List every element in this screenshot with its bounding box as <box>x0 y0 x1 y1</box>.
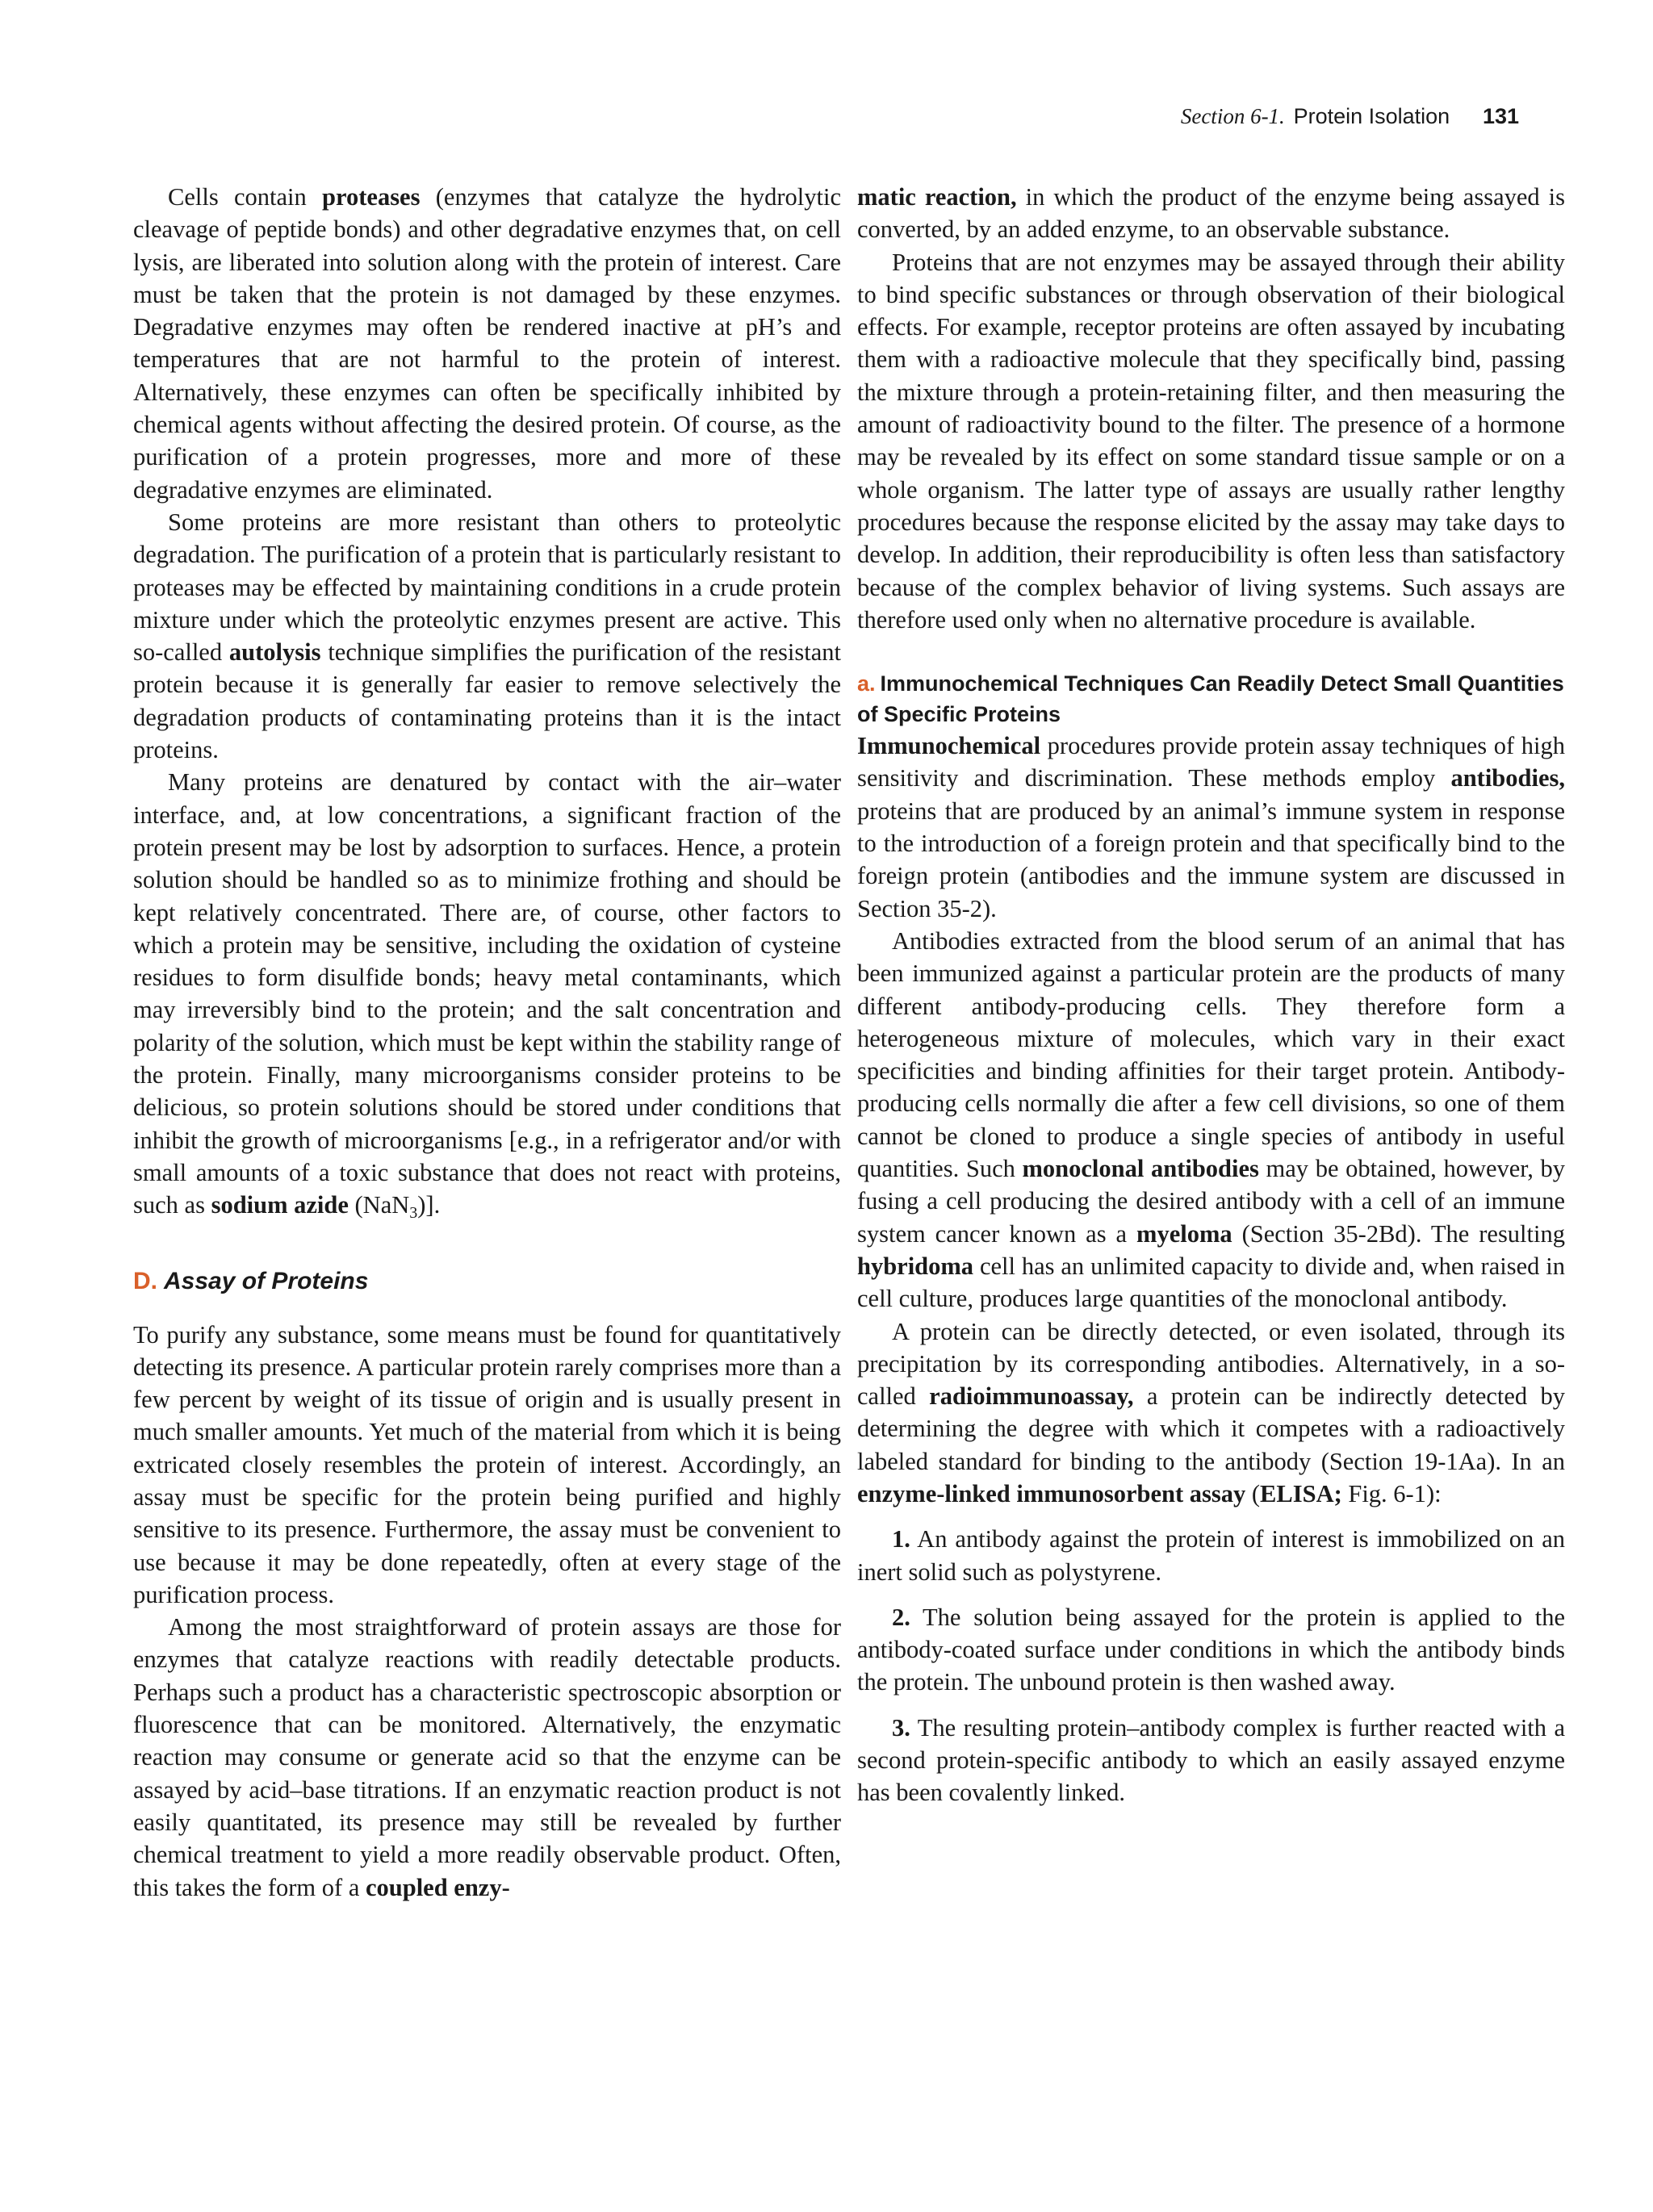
paragraph-proteases: Cells contain proteases (enzymes that catalyze the hydrolytic cleavage of peptide bonds) and other degradative enzymes that, on cell lysis, are liberated into solution along with the protein of interest. Care must be taken that the protein is not damaged by these enzymes. Degradative enzymes may often be rendered inactive at pH’s and temperatures that are not harmful to the protein of interest. Alternatively, these enzymes can often be specifically inhibited by chemical agents without affecting the desired protein. Of course, as the purification of a protein progresses, more and more of these degradative enzymes are eliminated. <box>133 183 841 504</box>
term-matic-reaction: matic reaction, <box>857 183 1017 211</box>
header-section: Section 6-1. <box>1180 104 1285 128</box>
term-elisa-full: enzyme-linked immunosorbent assay <box>857 1479 1246 1507</box>
right-column <box>857 181 1565 1809</box>
term-coupled-enzymatic: coupled enzy- <box>365 1873 510 1901</box>
paragraph-enzyme-assays: Among the most straightforward of protein assays are those for enzymes that catalyze reactions with readily detectable products. Perhaps such a product has a characteristic spectroscopic absorption or fluorescence that can be monitored. Alternatively, the enzymatic reaction may consume or generate acid so that the enzyme can be assayed by acid–base titrations. If an enzymatic reaction product is not easily quantitated, its presence may still be revealed by further chemical treatment to yield a more readily observable product. Often, this takes the form of a coupled enzy- <box>133 1613 841 1901</box>
left-column <box>133 181 841 1904</box>
section-letter: D. <box>133 1267 157 1294</box>
list-item <box>857 1523 1565 1588</box>
list-item-text: An antibody against the protein of interest is immobilized on an inert solid such as polystyrene. <box>857 1525 1565 1586</box>
paragraph-coupled-continued: matic reaction, in which the product of the enzyme being assayed is converted, by an added enzyme, to an observable substance. <box>857 183 1566 244</box>
paragraph-immunochemical: Immunochemical procedures provide protein assay techniques of high sensitivity and discrimination. These methods employ antibodies, proteins that are produced by an animal’s immune system in response to the introduction of a foreign protein and that specifically bind to the foreign protein (antibodies and the immune system are discussed in Section 35-2). <box>857 732 1565 922</box>
paragraph-monoclonal: Antibodies extracted from the blood serum of an animal that has been immunized against a particular protein are the products of many different antibody-producing cells. They therefore form a heterogeneous mixture of molecules, which vary in their exact specificities and binding affinities for their target protein. Antibody-producing cells normally die after a few cell divisions, so one of them cannot be cloned to produce a single species of antibody in useful quantities. Such monoclonal antibodies may be obtained, however, by fusing a cell producing the desired antibody with a cell of an immune system cancer known as a myeloma (Section 35-2Bd). The resulting hybridoma cell has an unlimited capacity to divide and, when raised in cell culture, produces large quantities of the monoclonal antibody. <box>857 926 1565 1313</box>
list-item <box>857 1712 1565 1809</box>
paragraph-assay-intro: To purify any substance, some means must be found for quantitatively detecting its presence. A particular protein rarely comprises more than a few percent by weight of its tissue of origin and is usually present in much smaller amounts. Yet much of the material from which it is being extricated closely resembles the protein of interest. Accordingly, an assay must be specific for the protein being purified and highly sensitive to its presence. Furthermore, the assay must be convenient to use because it may be done repeatedly, often at every stage of the purification process. <box>133 1320 841 1608</box>
term-proteases: proteases <box>322 183 421 211</box>
paragraph-denaturation: Many proteins are denatured by contact with the air–water interface, and, at low concentrations, a significant fraction of the protein present may be lost by adsorption to surfaces. Hence, a protein solution should be handled so as to minimize frothing and should be kept relatively concentrated. There are, of course, other factors to which a protein may be sensitive, including the oxidation of cysteine residues to form disulfide bonds; heavy metal contaminants, which may irreversibly bind to the protein; and the salt concentration and polarity of the solution, which must be kept within the stability range of the protein. Finally, many microorganisms consider proteins to be delicious, so protein solutions should be stored under conditions that inhibit the growth of microorganisms [e.g., in a refrigerator and/or with small amounts of a toxic substance that does not react with proteins, such as sodium azide (NaN$_3$)]. <box>133 768 841 1223</box>
list-item <box>857 1601 1565 1699</box>
term-elisa: ELISA; <box>1260 1479 1342 1507</box>
term-radioimmunoassay: radioimmunoassay, <box>929 1382 1134 1411</box>
term-sodium-azide: sodium azide <box>211 1191 349 1219</box>
subsection-title: Immunochemical Techniques Can Readily Detect Small Quantities of Specific Proteins <box>857 671 1564 727</box>
term-autolysis: autolysis <box>228 638 321 667</box>
subsection-heading-a <box>857 668 1565 730</box>
page-number: 131 <box>1482 104 1519 128</box>
header-title: Protein Isolation <box>1293 104 1450 128</box>
subsection-letter: a. <box>857 671 876 696</box>
term-myeloma: myeloma <box>1136 1219 1232 1248</box>
paragraph-radioimmunoassay: A protein can be directly detected, or even isolated, through its precipitation by its corresponding antibodies. Alternatively, in a so-called radioimmunoassay, a protein can be indirectly detected by determining the degree with which it competes with a radioactively labeled standard for binding to the antibody (Section 19-1Aa). In an enzyme-linked immunosorbent assay (ELISA; Fig. 6-1): <box>857 1317 1566 1507</box>
section-heading-d <box>133 1265 841 1298</box>
running-header <box>1181 100 1519 132</box>
paragraph-autolysis: Some proteins are more resistant than others to proteolytic degradation. The purification of a protein that is particularly resistant to proteases may be effected by maintaining conditions in a crude protein mixture under which the proteolytic enzymes present are active. This so-called autolysis technique simplifies the purification of the resistant protein because it is generally far easier to remove selectively the degradation products of contaminating proteins than it is the intact proteins. <box>133 508 841 764</box>
list-item-number: 3. <box>892 1713 910 1742</box>
list-item-text: The solution being assayed for the protein is applied to the antibody-coated surface under conditions in which the antibody binds the protein. The unbound protein is then washed away. <box>857 1603 1565 1696</box>
list-item-number: 2. <box>892 1603 910 1631</box>
list-item-text: The resulting protein–antibody complex is further reacted with a second protein-specific antibody to which an easily assayed enzyme has been covalently linked. <box>857 1713 1565 1807</box>
paragraph-non-enzyme-assays: Proteins that are not enzymes may be assayed through their ability to bind specific substances or through observation of their biological effects. For example, receptor proteins are often assayed by incubating them with a radioactive molecule that they specifically bind, passing the mixture through a protein-retaining filter, and then measuring the amount of radioactivity bound to the filter. The presence of a hormone may be revealed by its effect on some standard tissue sample or on a whole organism. The latter type of assays are usually rather lengthy procedures because the response elicited by the assay may take days to develop. In addition, their reproducibility is often less than satisfactory because of the complex behavior of living systems. Such assays are therefore used only when no alternative procedure is available. <box>857 248 1565 633</box>
term-immunochemical: Immunochemical <box>857 732 1041 760</box>
term-antibodies: antibodies, <box>1450 764 1565 792</box>
section-title: Assay of Proteins <box>164 1267 369 1294</box>
list-item-number: 1. <box>892 1525 910 1553</box>
term-monoclonal-antibodies: monoclonal antibodies <box>1022 1155 1259 1183</box>
term-hybridoma: hybridoma <box>857 1252 974 1280</box>
